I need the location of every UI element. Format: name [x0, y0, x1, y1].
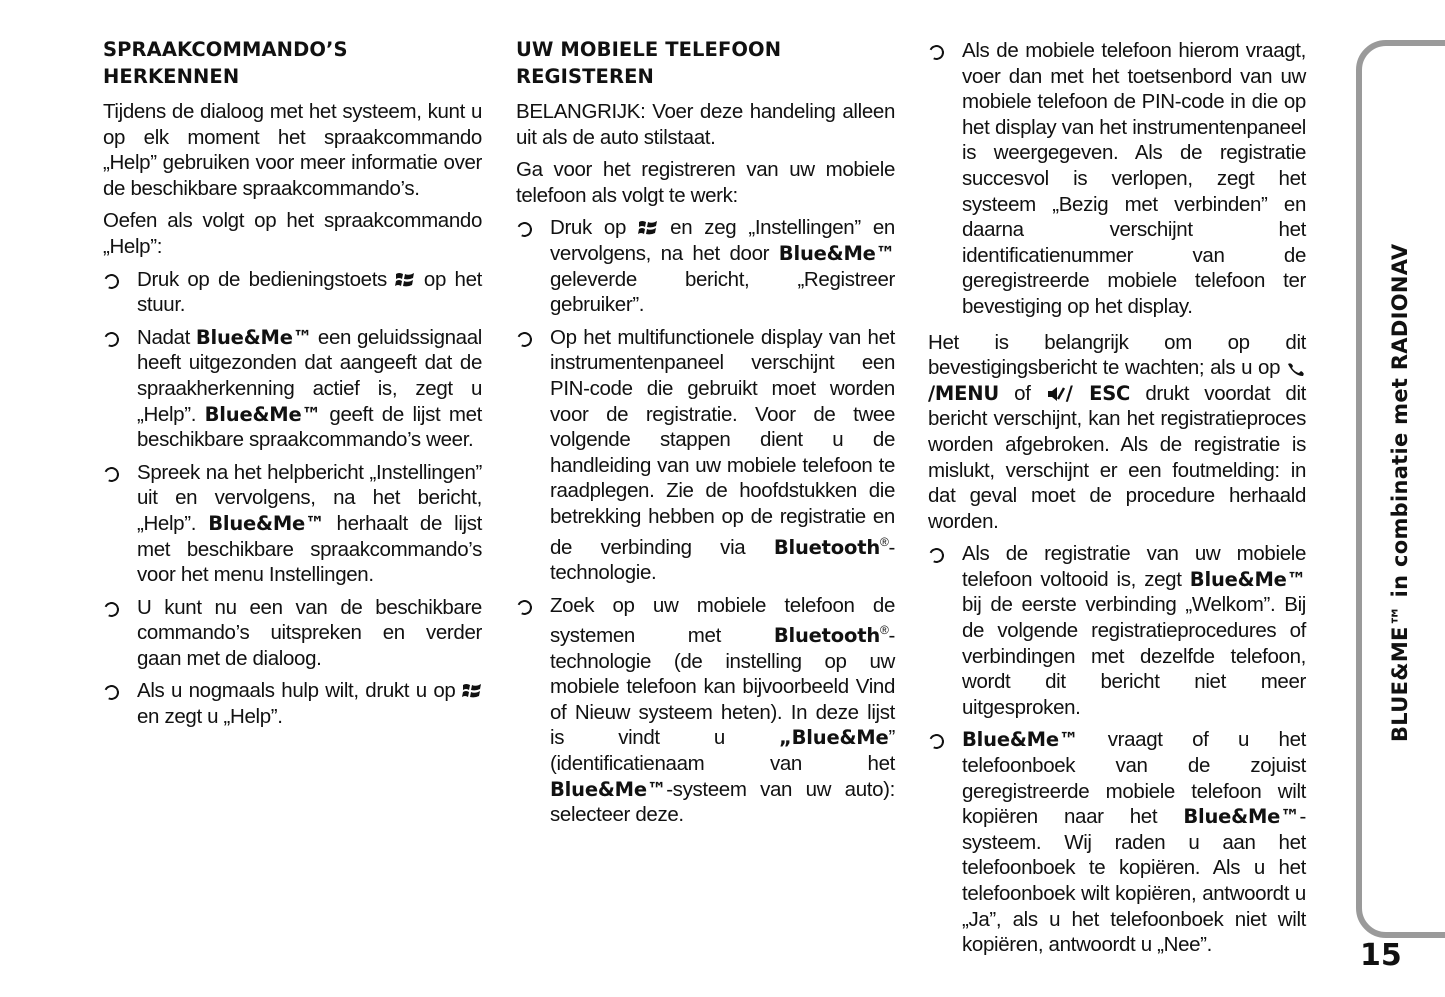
bullet-circle-icon [515, 220, 534, 239]
bullet-circle-icon [515, 330, 534, 349]
list-item: Zoek op uw mobiele telefoon de systemen met Bluetooth®-technologie (de instelling op uw mobiele telefoon kan bijvoorbeeld Vind of Nieuw systeem heten). In deze lijst is vindt u „Blue&Me” (identificatienaam van het Blue&Me™-systeem van uw auto): selecteer deze. [516, 593, 895, 828]
brand-name: Blue&Me™ [962, 728, 1079, 752]
list-item: Nadat Blue&Me™ een geluidssignaal heeft uitgezonden dat aangeeft dat de spraakherkenning actief is, zegt u „Help”. Blue&Me™ geeft de lijst met beschikbare spraakcommando’s weer. [103, 325, 482, 453]
bullet-circle-icon [102, 683, 121, 702]
section-heading-voice-commands: SPRAAKCOMMANDO’S HERKENNEN [103, 38, 348, 88]
bullet-circle-icon [927, 43, 946, 62]
brand-name: Blue&Me™ [204, 402, 321, 426]
step-list [103, 267, 482, 730]
brand-name: Blue&Me™ [1189, 567, 1306, 591]
list-item: Druk op en zeg „Instellingen” en vervolgens, na het door Blue&Me™ geleverde bericht, „Registreer gebruiker”. [516, 215, 895, 317]
list-item: U kunt nu een van de beschikbare commando’s uitspreken en verder gaan met de dialoog. [103, 595, 482, 672]
list-item: Als de mobiele telefoon hierom vraagt, voer dan met het toetsenbord van uw mobiele telefoon de PIN-code in die op het display van het instrumentenpaneel is weergegeven. Als de registratie succesvol is verlopen, zegt het systeem „Bezig met verbinden” en daarna verschijnt het identificatienummer van de geregistreerde mobiele telefoon ter bevestiging op het display. [928, 38, 1306, 320]
step-list [516, 215, 895, 827]
brand-name: „Blue&Me [779, 726, 889, 750]
phone-hook-icon [1286, 361, 1306, 377]
brand-name: Blue&Me™ [1183, 805, 1300, 829]
step-list [928, 541, 1306, 958]
bullet-circle-icon [927, 732, 946, 751]
speaker-mute-icon [1046, 385, 1066, 403]
windows-flag-icon [395, 271, 415, 289]
menu-key-label: /MENU [928, 381, 1000, 405]
brand-name: Bluetooth [773, 535, 881, 559]
paragraph: Ga voor het registreren van uw mobiele telefoon als volgt te werk: [516, 158, 895, 207]
list-item: Blue&Me™ vraagt of u het telefoonboek van de zojuist geregistreerde mobiele telefoon wilt kopiëren naar het Blue&Me™-systeem. Wij raden u aan het telefoonboek te kopiëren. Als u het telefoonboek wilt kopiëren, antwoordt u „Ja”, als u het telefoonboek niet wilt kopiëren, antwoordt u „Nee”. [928, 727, 1306, 957]
paragraph: Tijdens de dialoog met het systeem, kunt u op elk moment het spraakcommando „Help” gebruiken voor meer informatie over de beschikbare spraakcommando’s. [103, 100, 482, 200]
bullet-circle-icon [102, 465, 121, 484]
page-number: 15 [1360, 938, 1402, 973]
registered-mark: ® [880, 534, 889, 549]
step-list [928, 38, 1306, 320]
section-heading-register-phone: UW MOBIELE TELEFOON REGISTEREN [516, 38, 782, 88]
list-item: Als de registratie van uw mobiele telefoon voltooid is, zegt Blue&Me™ bij de eerste verbinding „Welkom”. Bij de volgende registratieprocedures of verbindingen met dezelfde telefoon, wordt dit bericht niet meer uitgesproken. [928, 541, 1306, 720]
bullet-circle-icon [515, 597, 534, 616]
brand-name: Blue&Me™ [195, 325, 313, 349]
windows-flag-icon [462, 682, 482, 700]
windows-flag-icon [638, 219, 658, 237]
brand-name: Blue&Me™ [778, 241, 895, 265]
list-item: Op het multifunctionele display van het instrumentenpaneel verschijnt een PIN-code die gebruikt moet worden voor de registratie. Voor de twee volgende stappen dient u de handleiding van uw mobiele telefoon te raadplegen. Zie de hoofdstukken die betrekking hebben op de registratie en de verbinding via Bluetooth®-technologie. [516, 325, 895, 586]
paragraph: BELANGRIJK: Voer deze handeling alleen uit als de auto stilstaat. [516, 100, 895, 149]
bullet-circle-icon [102, 600, 121, 619]
bullet-circle-icon [927, 546, 946, 565]
column-2 [516, 36, 895, 835]
column-3 [928, 38, 1306, 965]
list-item: Druk op de bedieningstoets op het stuur. [103, 267, 482, 318]
registered-mark: ® [880, 623, 889, 638]
list-item: Als u nogmaals hulp wilt, drukt u op en zegt u „Help”. [103, 678, 482, 729]
brand-name: Blue&Me™ [208, 511, 325, 535]
list-item: Spreek na het helpbericht „Instellingen” uit en vervolgens, na het bericht, „Help”. Blue&Me™ herhaalt de lijst met beschikbare spraakcommando’s voor het menu Instellingen. [103, 460, 482, 588]
bullet-circle-icon [102, 271, 121, 290]
paragraph: Het is belangrijk om op dit bevestigingsbericht te wachten; als u op /MENU of / ESC drukt voordat dit bericht verschijnt, kan het registratieproces worden afgebroken. Als de registratie is mislukt, verschijnt er een foutmelding: in dat geval moet de procedure herhaald worden. [928, 330, 1306, 533]
paragraph: Oefen als volgt op het spraakcommando „Help”: [103, 209, 482, 258]
bullet-circle-icon [102, 330, 121, 349]
chapter-tab-label: BLUE&ME™ in combinatie met RADIONAV [1388, 243, 1412, 742]
brand-name: Bluetooth [773, 623, 881, 647]
column-1 [103, 36, 482, 737]
brand-name: Blue&Me™ [550, 777, 667, 801]
esc-key-label: / ESC [1065, 381, 1131, 405]
